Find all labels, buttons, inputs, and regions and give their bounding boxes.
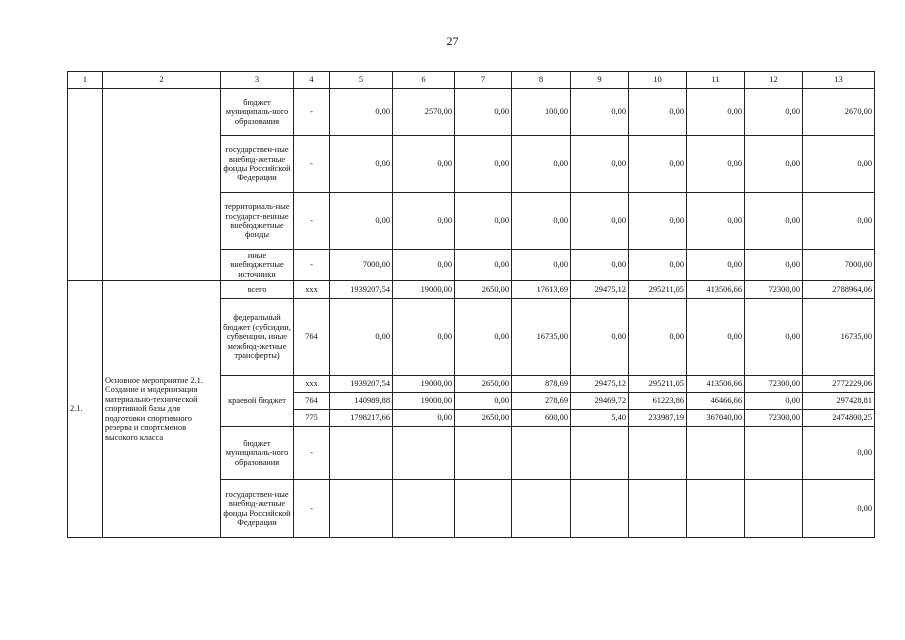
table-row	[68, 89, 875, 136]
value-cell: 72300,00	[745, 376, 803, 393]
value-cell: 0,00	[512, 193, 571, 250]
value-cell: 0,00	[803, 427, 875, 480]
value-cell: 413506,66	[687, 281, 745, 299]
value-cell: 0,00	[330, 193, 393, 250]
value-cell: 140989,88	[330, 393, 393, 410]
value-cell: 0,00	[745, 250, 803, 281]
column-header: 12	[745, 72, 803, 89]
value-cell: 0,00	[687, 250, 745, 281]
empty-cell	[393, 427, 455, 480]
value-cell: 295211,05	[629, 376, 687, 393]
value-cell: 0,00	[571, 250, 629, 281]
empty-cell	[455, 427, 512, 480]
value-cell: 0,00	[803, 193, 875, 250]
source-cell: государствен-ные внебюд-жетные фонды Российской Федерации	[221, 480, 294, 538]
value-cell: 46466,66	[687, 393, 745, 410]
value-cell: 600,00	[512, 410, 571, 427]
value-cell: 0,00	[455, 193, 512, 250]
empty-cell	[330, 427, 393, 480]
value-cell: 2570,00	[393, 89, 455, 136]
source-cell: территориаль-ные государст-венные внебюджетные фонды	[221, 193, 294, 250]
value-cell: 0,00	[629, 136, 687, 193]
value-cell: 297428,81	[803, 393, 875, 410]
value-cell: 19000,00	[393, 376, 455, 393]
value-cell: 7000,00	[330, 250, 393, 281]
value-cell: 2670,00	[803, 89, 875, 136]
column-header: 8	[512, 72, 571, 89]
code-cell: 764	[294, 393, 330, 410]
empty-cell	[571, 427, 629, 480]
source-cell: федеральный бюджет (субсидии, субвенции, иные межбюд-жетные трансферты)	[221, 299, 294, 376]
value-cell: 295211,05	[629, 281, 687, 299]
value-cell: 7000,00	[803, 250, 875, 281]
value-cell: 0,00	[330, 89, 393, 136]
value-cell: 0,00	[745, 193, 803, 250]
source-cell: краевой бюджет	[221, 376, 294, 427]
value-cell: 72300,00	[745, 410, 803, 427]
value-cell: 0,00	[455, 299, 512, 376]
value-cell: 0,00	[393, 410, 455, 427]
value-cell: 16735,00	[512, 299, 571, 376]
code-cell: ххх	[294, 376, 330, 393]
code-cell: -	[294, 480, 330, 538]
source-cell: бюджет муниципаль-ного образования	[221, 89, 294, 136]
column-header: 9	[571, 72, 629, 89]
empty-cell	[745, 480, 803, 538]
value-cell: 0,00	[687, 136, 745, 193]
value-cell: 0,00	[687, 299, 745, 376]
budget-table	[67, 71, 875, 538]
code-cell: ххх	[294, 281, 330, 299]
empty-cell	[629, 480, 687, 538]
value-cell: 367040,00	[687, 410, 745, 427]
value-cell: 0,00	[629, 250, 687, 281]
column-header: 7	[455, 72, 512, 89]
empty-cell	[629, 427, 687, 480]
value-cell: 0,00	[803, 136, 875, 193]
value-cell: 0,00	[455, 89, 512, 136]
value-cell: 1939207,54	[330, 376, 393, 393]
source-cell: всего	[221, 281, 294, 299]
code-cell: -	[294, 427, 330, 480]
value-cell: 2474800,25	[803, 410, 875, 427]
empty-cell	[512, 427, 571, 480]
column-header: 3	[221, 72, 294, 89]
code-cell: -	[294, 136, 330, 193]
source-cell: иные внебюджетные источники	[221, 250, 294, 281]
value-cell: 278,69	[512, 393, 571, 410]
value-cell: 0,00	[455, 136, 512, 193]
header-row	[68, 72, 875, 89]
value-cell: 0,00	[512, 136, 571, 193]
code-cell: 764	[294, 299, 330, 376]
value-cell: 0,00	[687, 89, 745, 136]
source-cell: бюджет муниципаль-ного образования	[221, 427, 294, 480]
column-header: 11	[687, 72, 745, 89]
page-number: 27	[446, 34, 459, 48]
value-cell: 0,00	[571, 299, 629, 376]
value-cell: 413506,66	[687, 376, 745, 393]
value-cell: 0,00	[745, 89, 803, 136]
value-cell: 0,00	[330, 136, 393, 193]
column-header: 13	[803, 72, 875, 89]
value-cell: 29469,72	[571, 393, 629, 410]
empty-cell	[512, 480, 571, 538]
value-cell: 19000,00	[393, 393, 455, 410]
code-cell: -	[294, 250, 330, 281]
value-cell: 0,00	[571, 193, 629, 250]
value-cell: 61223,86	[629, 393, 687, 410]
value-cell: 0,00	[393, 299, 455, 376]
value-cell: 0,00	[745, 393, 803, 410]
value-cell: 16735,00	[803, 299, 875, 376]
value-cell: 17613,69	[512, 281, 571, 299]
value-cell: 1939207,54	[330, 281, 393, 299]
value-cell: 0,00	[571, 136, 629, 193]
value-cell: 0,00	[629, 299, 687, 376]
value-cell: 72300,00	[745, 281, 803, 299]
value-cell: 0,00	[687, 193, 745, 250]
value-cell: 0,00	[455, 250, 512, 281]
value-cell: 2650,00	[455, 376, 512, 393]
column-header: 6	[393, 72, 455, 89]
value-cell: 0,00	[629, 193, 687, 250]
code-cell: 775	[294, 410, 330, 427]
value-cell: 1798217,66	[330, 410, 393, 427]
code-cell: -	[294, 89, 330, 136]
empty-cell	[393, 480, 455, 538]
empty-cell	[330, 480, 393, 538]
value-cell: 0,00	[330, 299, 393, 376]
empty-cell	[571, 480, 629, 538]
empty-cell	[687, 480, 745, 538]
value-cell: 2650,00	[455, 410, 512, 427]
value-cell: 2788964,06	[803, 281, 875, 299]
measure-cell	[103, 89, 221, 281]
value-cell: 0,00	[803, 480, 875, 538]
value-cell: 0,00	[512, 250, 571, 281]
column-header: 5	[330, 72, 393, 89]
value-cell: 0,00	[745, 136, 803, 193]
value-cell: 100,00	[512, 89, 571, 136]
measure-index: 2.1.	[68, 281, 103, 538]
value-cell: 878,69	[512, 376, 571, 393]
empty-cell	[687, 427, 745, 480]
table-row	[68, 281, 875, 299]
empty-cell	[455, 480, 512, 538]
value-cell: 0,00	[393, 136, 455, 193]
empty-cell	[745, 427, 803, 480]
value-cell: 0,00	[745, 299, 803, 376]
value-cell: 0,00	[393, 193, 455, 250]
column-header: 1	[68, 72, 103, 89]
column-header: 2	[103, 72, 221, 89]
value-cell: 0,00	[393, 250, 455, 281]
value-cell: 5,40	[571, 410, 629, 427]
column-header: 4	[294, 72, 330, 89]
value-cell: 29475,12	[571, 281, 629, 299]
source-cell: государствен-ные внебюд-жетные фонды Российской Федерации	[221, 136, 294, 193]
measure-name: Основное мероприятие 2.1. Создание и модернизация материально-технической спортивной базы для подготовки спортивного резерва и спортсменов высокого класса	[103, 281, 221, 538]
value-cell: 29475,12	[571, 376, 629, 393]
value-cell: 0,00	[455, 393, 512, 410]
value-cell: 19000,00	[393, 281, 455, 299]
column-header: 10	[629, 72, 687, 89]
value-cell: 0,00	[571, 89, 629, 136]
code-cell: -	[294, 193, 330, 250]
value-cell: 2650,00	[455, 281, 512, 299]
index-cell	[68, 89, 103, 281]
value-cell: 0,00	[629, 89, 687, 136]
value-cell: 2772229,06	[803, 376, 875, 393]
value-cell: 233987,19	[629, 410, 687, 427]
